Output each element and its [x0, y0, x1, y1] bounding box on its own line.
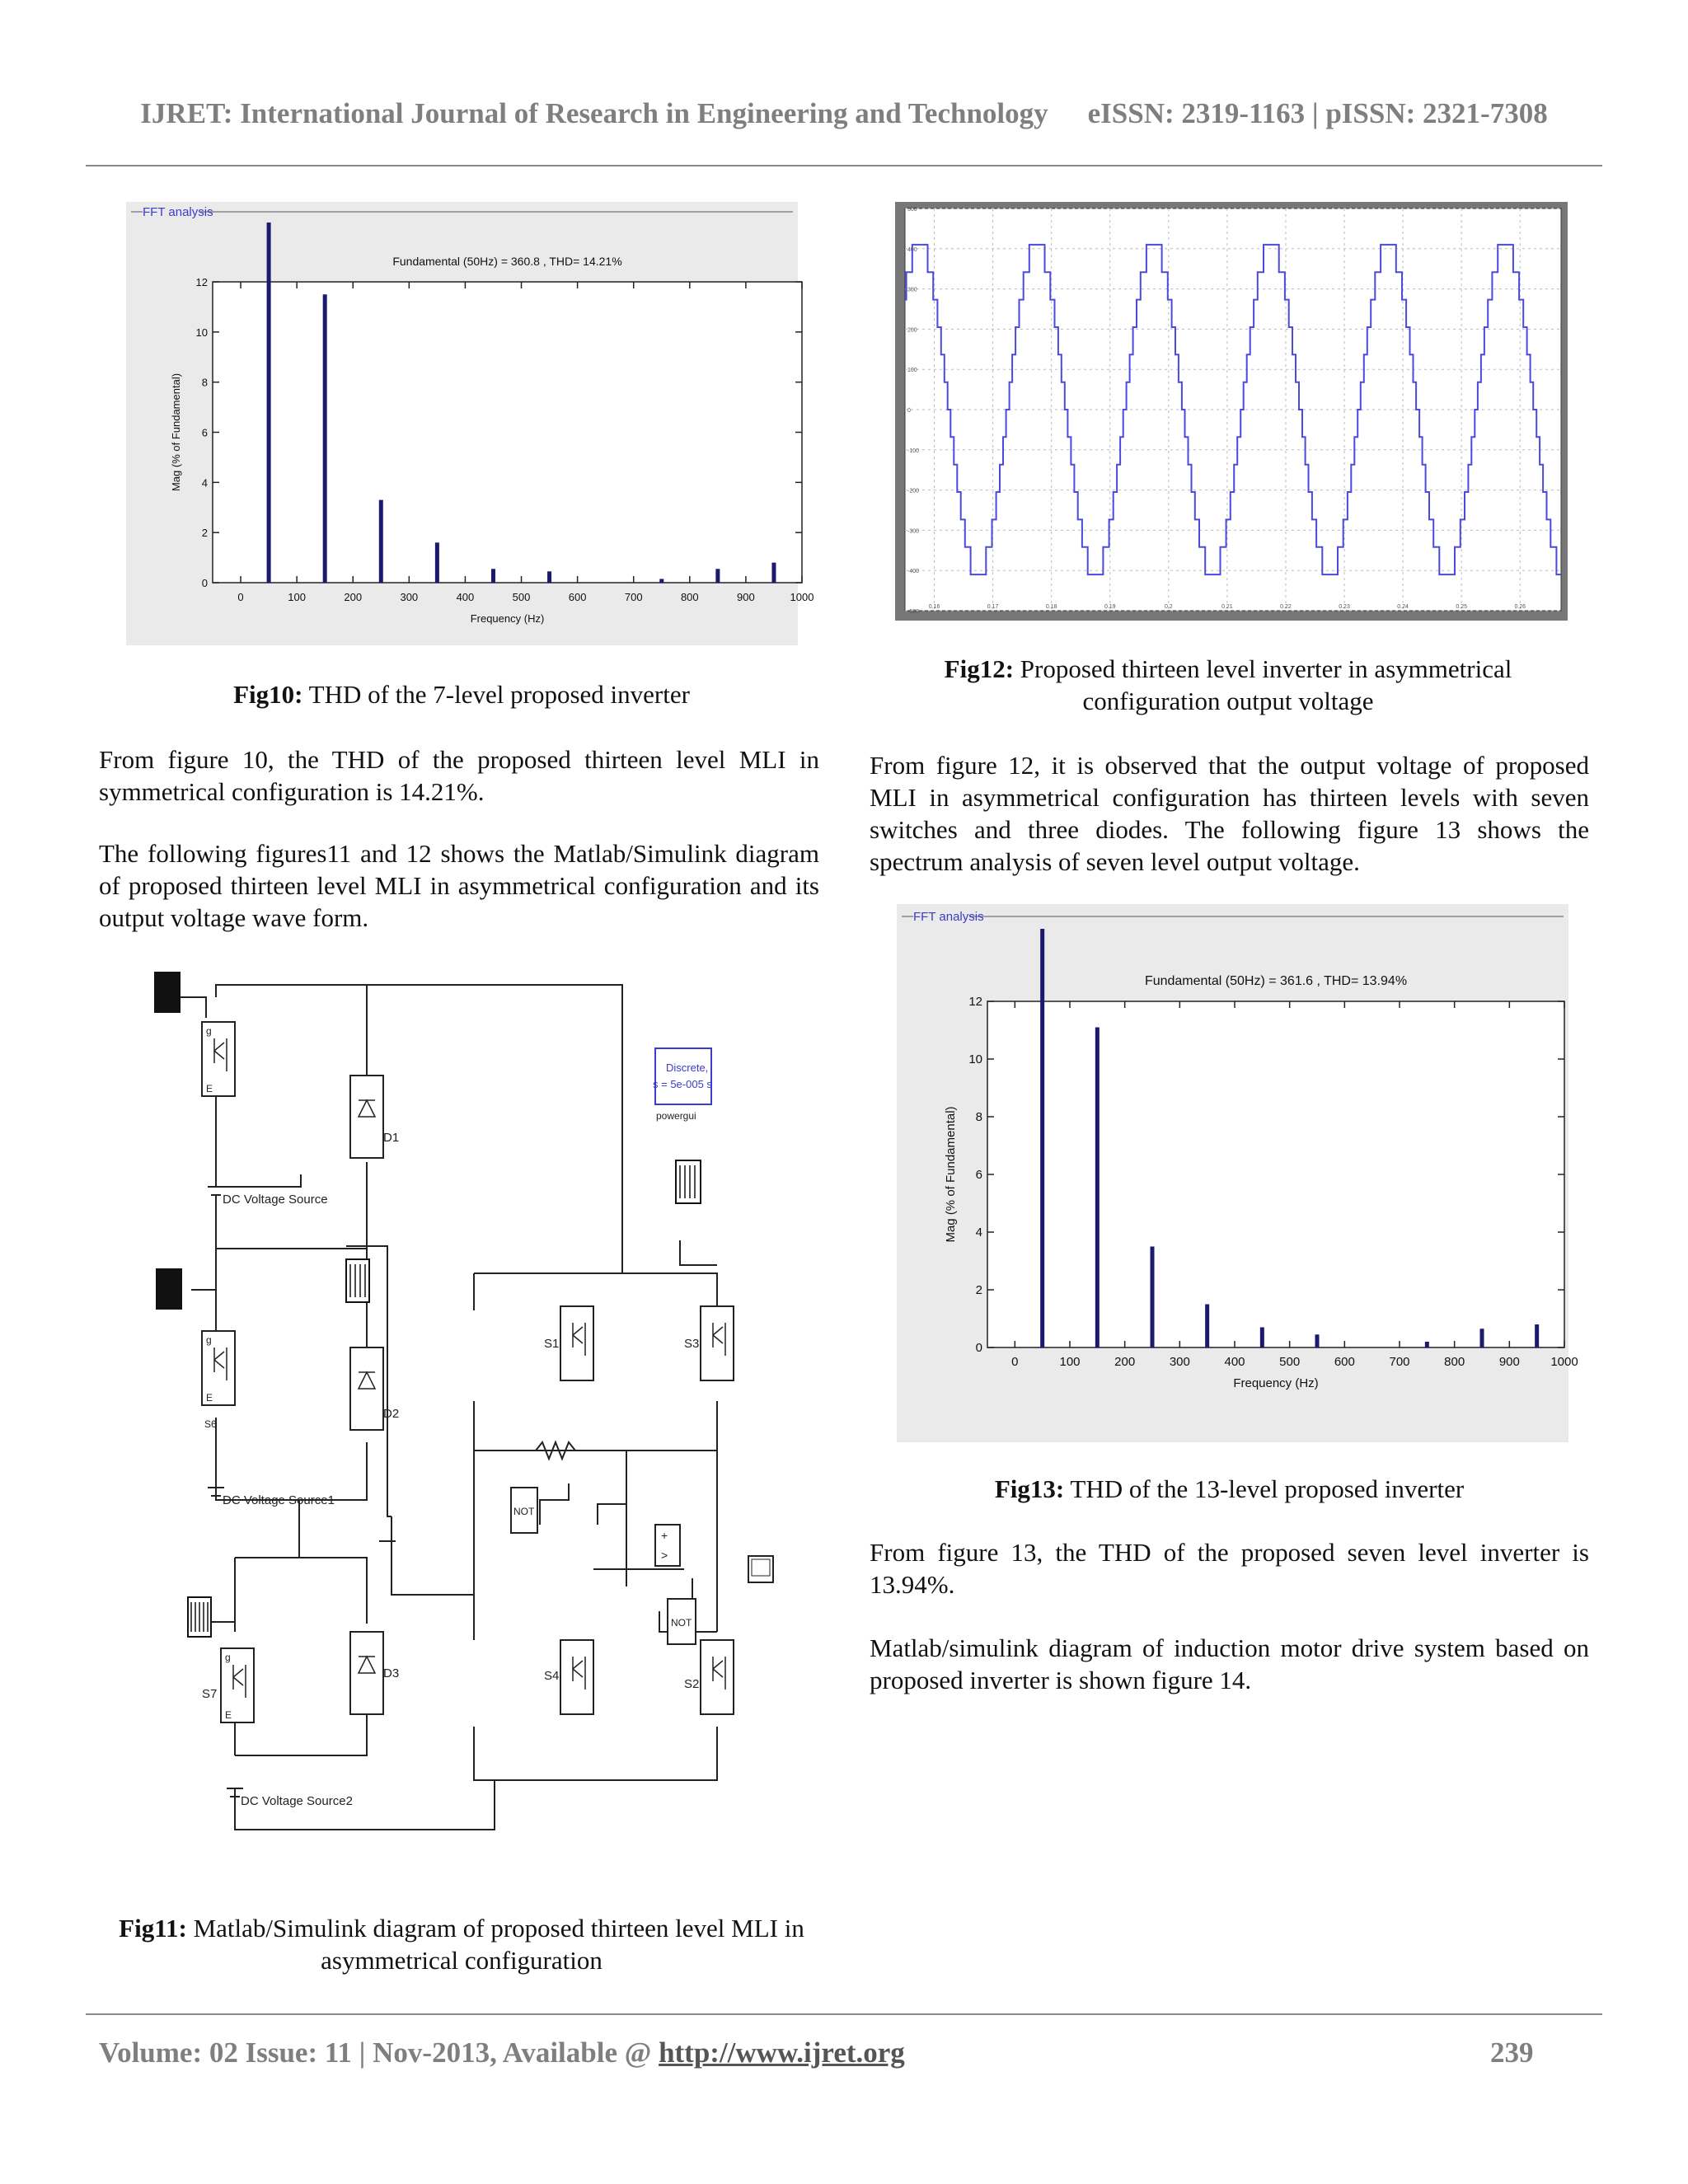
footer-rule [86, 2013, 1602, 2015]
y-axis-label: Mag (% of Fundamental) [170, 373, 182, 492]
x-tick-label: 0.26 [1514, 604, 1526, 610]
harmonic-bar [1260, 1328, 1264, 1348]
fig11-caption [99, 1912, 824, 1976]
harmonic-bar [1095, 1028, 1100, 1348]
y-tick-label: 12 [968, 995, 982, 1009]
label-s4: S4 [544, 1669, 560, 1683]
x-tick-label: 800 [680, 591, 699, 603]
x-tick-label: 0.2 [1164, 604, 1173, 610]
journal-title: IJRET: International Journal of Research in Engineering and Technology [140, 97, 1048, 129]
paragraph-4: From figure 13, the THD of the proposed seven level inverter is 13.94%. [870, 1538, 1589, 1599]
harmonic-bar [1151, 1247, 1155, 1348]
label-discrete: Discrete, [666, 1062, 709, 1074]
label-d1: D1 [383, 1131, 400, 1145]
y-tick-label: -400 [907, 569, 920, 575]
fig12-figure [895, 202, 1568, 621]
x-tick-label: 700 [624, 591, 643, 603]
y-axis-label: Mag (% of Fundamental) [944, 1106, 958, 1243]
label-not-1: NOT [513, 1506, 535, 1517]
x-tick-label: 400 [456, 591, 475, 603]
diode-d1 [350, 1076, 383, 1158]
y-tick-label: 0 [975, 1341, 982, 1355]
fig10-chart [126, 202, 814, 645]
harmonic-bar [1040, 929, 1044, 1347]
label-dc-source1: DC Voltage Source1 [223, 1493, 335, 1507]
panel-label: FFT analysis [913, 910, 984, 924]
x-tick-label: 0.16 [928, 604, 940, 610]
y-tick-label: 6 [975, 1168, 982, 1182]
switch-s6-g: g [206, 1334, 212, 1346]
label-s7: S7 [202, 1687, 218, 1701]
footer-link[interactable]: http://www.ijret.org [659, 2036, 905, 2069]
fig11-caption-text: Matlab/Simulink diagram of proposed thirteen level MLI in asymmetrical configuration [186, 1914, 804, 1975]
x-tick-label: 300 [1169, 1355, 1190, 1369]
x-tick-label: 100 [1059, 1355, 1081, 1369]
x-tick-label: 0 [1011, 1355, 1019, 1369]
harmonic-bar [771, 563, 776, 583]
x-tick-label: 900 [1498, 1355, 1520, 1369]
y-tick-label: 8 [975, 1110, 982, 1124]
x-tick-label: 0.22 [1280, 604, 1292, 610]
x-tick-label: 0.24 [1397, 604, 1409, 610]
x-tick-label: 400 [1224, 1355, 1245, 1369]
pulse-generator-1 [155, 972, 180, 1012]
plot-area [987, 1001, 1564, 1347]
vm-gt: > [661, 1549, 668, 1562]
header-rule [86, 165, 1602, 166]
diode-d3 [350, 1632, 383, 1714]
paragraph-1: From figure 10, the THD of the proposed thirteen level MLI in symmetrical configuration is 14.21%. [99, 745, 819, 806]
fig13-caption-text: THD of the 13-level proposed inverter [1064, 1474, 1465, 1503]
footer-text: Volume: 02 Issue: 11 | Nov-2013, Available @ [99, 2036, 659, 2069]
label-powergui: powergui [656, 1110, 696, 1122]
switch-s7 [221, 1648, 254, 1722]
y-tick-label: 2 [975, 1283, 982, 1297]
chart-title: Fundamental (50Hz) = 360.8 , THD= 14.21% [392, 255, 622, 268]
switch-1-e: E [206, 1083, 213, 1094]
x-tick-label: 0.23 [1339, 604, 1350, 610]
fig12-caption-label: Fig12: [944, 654, 1015, 683]
x-tick-label: 600 [1334, 1355, 1355, 1369]
harmonic-bar [1480, 1329, 1484, 1347]
x-tick-label: 0.21 [1221, 604, 1233, 610]
y-tick-label: 4 [201, 476, 208, 490]
fig10-caption [99, 678, 824, 710]
x-tick-label: 1000 [1550, 1355, 1578, 1369]
fig11-caption-label: Fig11: [119, 1914, 187, 1943]
x-tick-label: 500 [512, 591, 531, 603]
harmonic-bar [491, 569, 495, 583]
label-dc-source2: DC Voltage Source2 [241, 1794, 353, 1808]
y-tick-label: -500 [907, 609, 920, 615]
running-header [0, 97, 1688, 130]
x-tick-label: 0.17 [987, 604, 999, 610]
x-tick-label: 900 [737, 591, 755, 603]
fig13-caption-label: Fig13: [994, 1474, 1065, 1503]
switch-s7-g: g [225, 1652, 231, 1663]
footer-volume [99, 2036, 905, 2069]
label-s6: S6 [204, 1418, 217, 1430]
y-tick-label: 400 [907, 246, 917, 253]
fig12-caption [882, 653, 1574, 717]
label-not-2: NOT [671, 1617, 692, 1629]
harmonic-bar [1535, 1324, 1539, 1347]
label-s3: S3 [684, 1337, 700, 1351]
y-tick-label: 10 [968, 1052, 982, 1066]
issn: eISSN: 2319-1163 | pISSN: 2321-7308 [1087, 97, 1548, 129]
label-d2: D2 [383, 1407, 400, 1421]
label-sample-time: s = 5e-005 s [653, 1078, 712, 1090]
chart-title: Fundamental (50Hz) = 361.6 , THD= 13.94% [1144, 974, 1408, 988]
dc-source-1-symbol [208, 1187, 224, 1195]
harmonic-bar [1425, 1342, 1429, 1347]
wires [180, 985, 717, 1830]
x-tick-label: 1000 [790, 591, 814, 603]
fig11-diagram [148, 956, 791, 1887]
y-tick-label: 8 [201, 376, 208, 389]
fig12-caption-text: Proposed thirteen level inverter in asymmetrical configuration output voltage [1014, 654, 1512, 715]
vm-plus: + [661, 1529, 668, 1542]
y-tick-label: -200 [907, 488, 920, 494]
fig13-chart [897, 904, 1578, 1442]
switch-1 [202, 1022, 235, 1096]
fig12-chart [895, 202, 1568, 621]
y-tick-label: 300 [907, 287, 917, 293]
y-tick-label: 0 [907, 408, 911, 414]
x-tick-label: 0.19 [1104, 604, 1116, 610]
y-tick-label: 4 [975, 1226, 982, 1240]
harmonic-bar [659, 579, 663, 583]
y-tick-label: 12 [195, 276, 208, 288]
harmonic-bar [435, 542, 439, 583]
x-tick-label: 700 [1389, 1355, 1410, 1369]
y-tick-label: 200 [907, 327, 917, 334]
switch-s6 [202, 1331, 235, 1405]
fig10-figure [126, 202, 814, 645]
x-tick-label: 0 [237, 591, 244, 603]
fig11-figure [148, 956, 791, 1887]
x-axis-label: Frequency (Hz) [1233, 1376, 1319, 1390]
x-tick-label: 200 [344, 591, 363, 603]
pulse-generator-2 [157, 1269, 181, 1309]
pulse-generator-4 [346, 1259, 369, 1302]
harmonic-bar [547, 571, 551, 583]
fig13-caption [870, 1473, 1589, 1505]
harmonic-bar [1205, 1305, 1209, 1348]
x-tick-label: 0.18 [1045, 604, 1057, 610]
harmonic-bar [323, 294, 327, 583]
label-dc-source: DC Voltage Source [223, 1193, 328, 1207]
x-axis-label: Frequency (Hz) [470, 612, 545, 625]
x-tick-label: 200 [1114, 1355, 1136, 1369]
x-tick-label: 800 [1444, 1355, 1465, 1369]
y-tick-label: 2 [201, 527, 208, 540]
x-tick-label: 600 [568, 591, 587, 603]
y-tick-label: 100 [907, 368, 917, 374]
page-number: 239 [1490, 2036, 1534, 2069]
harmonic-bar [267, 223, 271, 583]
switch-s4 [560, 1640, 593, 1714]
x-tick-label: 500 [1279, 1355, 1301, 1369]
plot-area [213, 282, 802, 583]
switch-s6-e: E [206, 1392, 213, 1404]
y-tick-label: 0 [201, 577, 208, 589]
switch-s7-e: E [225, 1709, 232, 1721]
label-s2: S2 [684, 1677, 700, 1691]
harmonic-bar [715, 569, 720, 583]
paragraph-2: The following figures11 and 12 shows the Matlab/Simulink diagram of proposed thirteen level MLI in asymmetrical configuration and its output voltage wave form. [99, 839, 819, 932]
label-s1: S1 [544, 1337, 560, 1351]
harmonic-bar [379, 500, 383, 583]
y-tick-label: 6 [201, 426, 208, 439]
x-tick-label: 300 [400, 591, 419, 603]
fig10-caption-text: THD of the 7-level proposed inverter [302, 680, 690, 709]
powergui-block[interactable] [655, 1048, 711, 1104]
switch-s2 [701, 1640, 734, 1714]
switch-s3 [701, 1306, 734, 1380]
y-tick-label: -100 [907, 448, 920, 454]
panel-label: FFT analysis [143, 205, 213, 219]
fig13-figure [897, 904, 1578, 1442]
harmonic-bar [1315, 1334, 1320, 1347]
y-tick-label: 500 [907, 207, 917, 213]
x-tick-label: 100 [288, 591, 306, 603]
y-tick-label: 10 [195, 326, 208, 339]
switch-1-g: g [206, 1025, 212, 1037]
y-tick-label: -300 [907, 528, 920, 535]
switch-s1 [560, 1306, 593, 1380]
fig10-caption-label: Fig10: [233, 680, 303, 709]
x-tick-label: 0.25 [1456, 604, 1467, 610]
paragraph-5: Matlab/simulink diagram of induction motor drive system based on proposed inverter is shown figure 14. [870, 1633, 1589, 1694]
label-d3: D3 [383, 1666, 400, 1680]
paragraph-3: From figure 12, it is observed that the output voltage of proposed MLI in asymmetrical configuration has thirteen levels with seven switches and three diodes. The following figure 13 shows the spectrum analysis of seven level output voltage. [870, 751, 1589, 876]
diode-d2 [350, 1347, 383, 1430]
